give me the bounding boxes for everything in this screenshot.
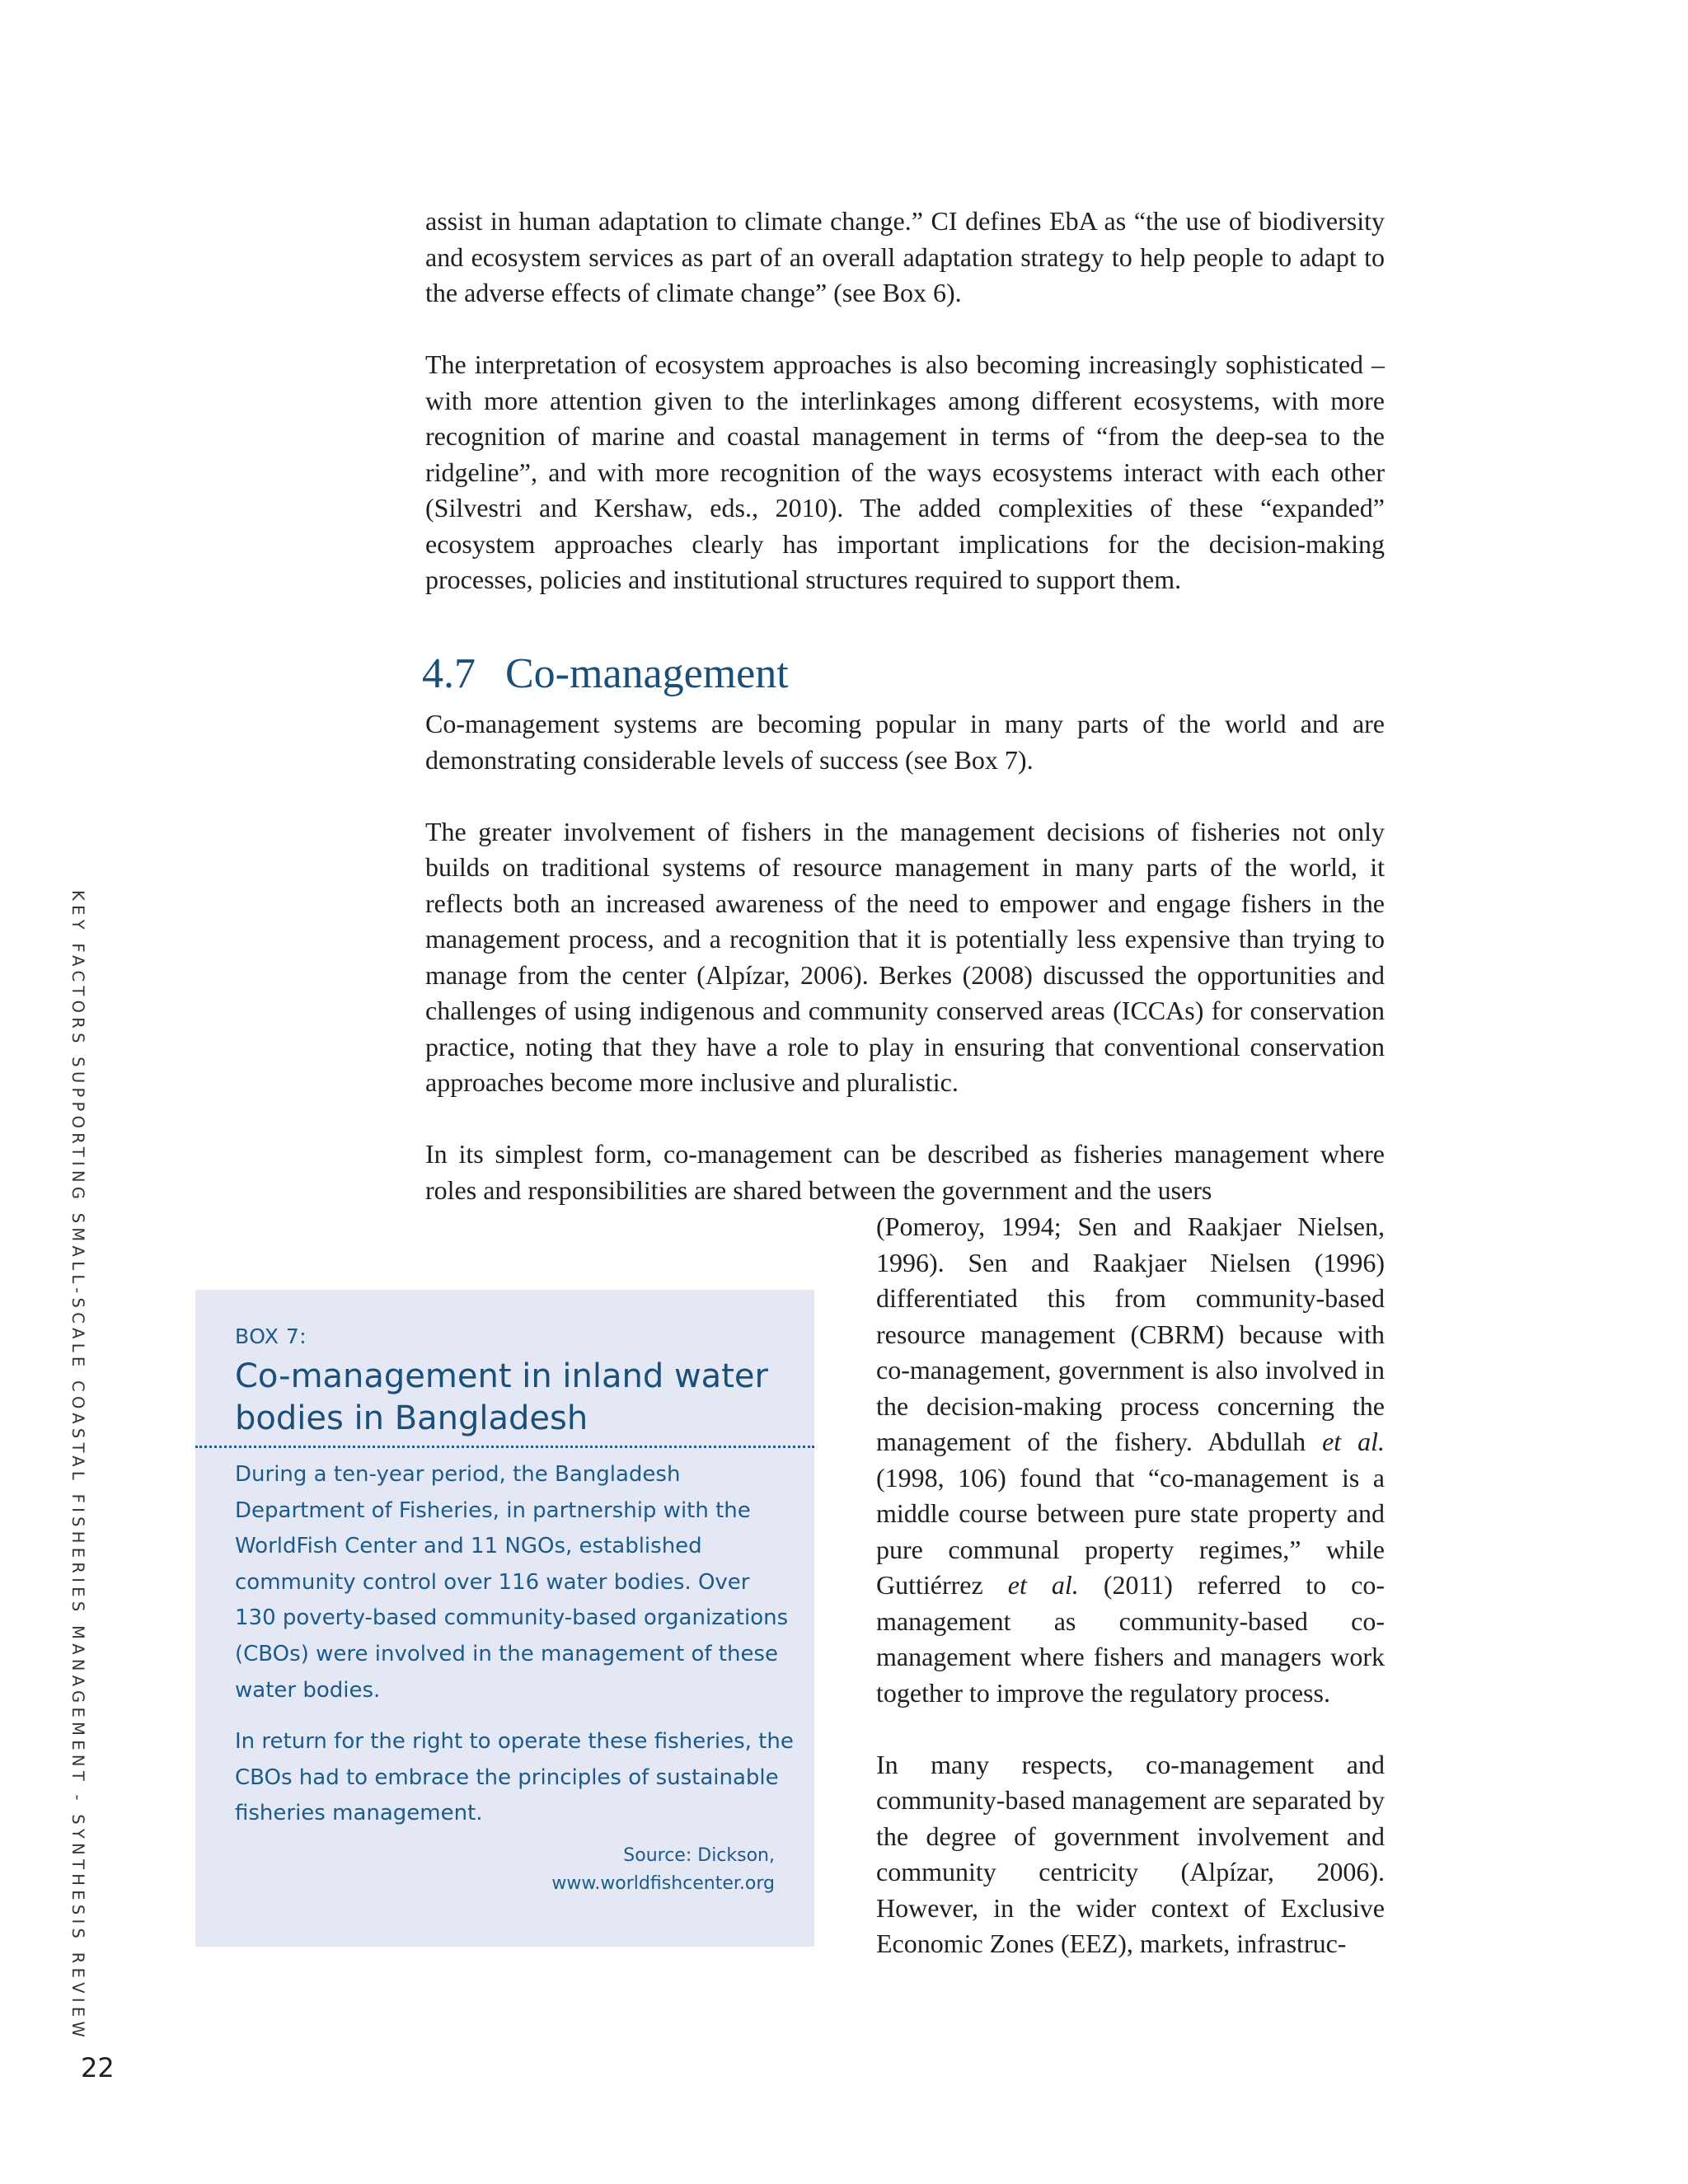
box-divider (195, 1446, 814, 1448)
box-title: Co-management in inland water bodies in Bangladesh (235, 1357, 768, 1437)
box-paragraph: During a ten-year period, the Bangladesh Department of Fisheries, in partnership with the WorldFish Center and 11 NGOs, established community control over 116 water bodies. Over 130 poverty-based community-based organizations (CBOs) were involved in the management of these water bodies. (235, 1462, 789, 1703)
main-text-middle (425, 706, 1385, 1244)
paragraph-continuation (876, 1209, 1385, 1711)
page-number: 22 (81, 2052, 115, 2083)
paragraph: The greater involvement of fishers in the management decisions of fisheries not only builds on traditional systems of resource management in many parts of the world, it reflects both an increased awareness of the need to empower and engage fishers in the management process, and a recognition that it is potentially less expensive than trying to manage from the center (Alpízar, 2006). Berkes (2008) discussed the opportunities and challenges of using indigenous and community conserved areas (ICCAs) for conservation practice, noting that they have a role to play in ensuring that conventional conservation approaches become more inclusive and pluralistic. (425, 816, 1385, 1097)
source-line: www.worldfishcenter.org (551, 1873, 775, 1894)
paragraph: assist in human adaptation to climate change.” CI defines EbA as “the use of biodiversity and ecosystem services as part of an overall adaptation strategy to help people to adapt to the adverse effects of climate change” (see Box 6). (425, 206, 1385, 307)
source-line: Source: Dickson, (623, 1845, 775, 1866)
box-source (551, 1842, 775, 1898)
paragraph: In many respects, co-management and community-based management are separated by the degree of government involvement and community centricity (Alpízar, 2006). However, in the wider context of Exclusive Economic Zones (EEZ), markets, infrastruc- (876, 1749, 1385, 1958)
text-run: (Pomeroy, 1994; Sen and Raakjaer Nielsen, 1996). Sen and Raakjaer Nielsen (1996) differentiated this from community-based resource management (CBRM) because with co-management, government is also involved in the decision-making process concerning the management of the fishery. Abdullah (876, 1212, 1385, 1456)
paragraph: Co-management systems are becoming popular in many parts of the world and are demonstrating considerable levels of success (see Box 7). (425, 709, 1385, 775)
paragraph-start: In its simplest form, co-management can be described as fisheries management where roles and responsibilities are shared between the government and the users (425, 1139, 1385, 1205)
main-text-top (425, 204, 1385, 634)
running-title: KEY FACTORS SUPPORTING SMALL-SCALE COASTAL FISHERIES MANAGEMENT - SYNTHESIS REVIEW (68, 890, 87, 2042)
text-run: (1998, 106) found that “co-management is a middle course between pure state property and pure communal property regimes,” while Guttiérrez (876, 1462, 1385, 1600)
box-label: BOX 7: (235, 1324, 307, 1348)
section-title: Co-management (505, 650, 789, 697)
paragraph: The interpretation of ecosystem approaches is also becoming increasingly sophisticated – with more attention given to the interlinkages among different ecosystems, with more recognition of marine and coastal management in terms of “from the deep-sea to the ridgeline”, and with more recognition of the ways ecosystems interact with each other (Silvestri and Kershaw, eds., 2010). The added complexities of these “expanded” ecosystem approaches clearly has important implications for the decision-making processes, policies and institutional structures required to support them. (425, 349, 1385, 594)
text-run: (2011) referred to co-management as community-based co-management where fishers and managers work together to improve the regulatory process. (876, 1570, 1386, 1708)
italic-run: et al. (1322, 1427, 1386, 1456)
section-heading (422, 645, 789, 703)
main-text-right-column (876, 1209, 1385, 1998)
sidebar-box (195, 1290, 814, 1947)
box-body (235, 1457, 795, 1848)
italic-run: et al. (1007, 1570, 1079, 1600)
section-number: 4.7 (422, 650, 476, 697)
box-paragraph: In return for the right to operate these fisheries, the CBOs had to embrace the principles of sustainable fisheries management. (235, 1729, 794, 1826)
